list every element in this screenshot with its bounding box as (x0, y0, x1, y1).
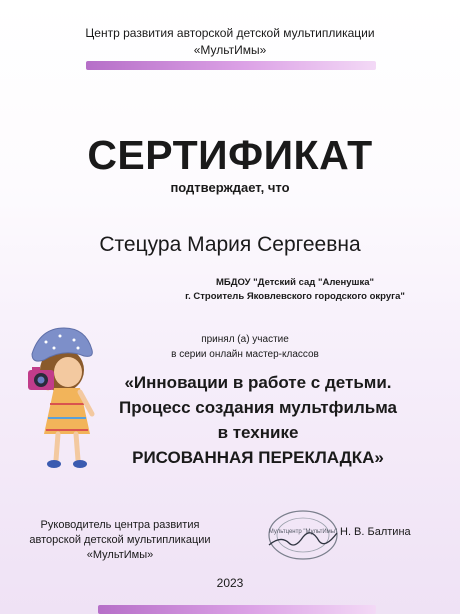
organization-line-1: МБДОУ "Детский сад "Аленушка" (215, 277, 375, 288)
certificate-subtitle: подтверждает, что (170, 180, 290, 195)
participation-line-1: принял (а) участие (201, 334, 289, 345)
course-title (68, 370, 448, 470)
course-line-3: в технике (217, 423, 299, 442)
certificate-year: 2023 (216, 576, 244, 590)
course-line-1: «Инновации в работе с детьми. (124, 373, 392, 392)
decorative-bar-bottom (98, 605, 376, 614)
recipient-name: Стецура Мария Сергеевна (99, 233, 361, 256)
certificate-title: СЕРТИФИКАТ (87, 132, 373, 178)
course-line-4: РИСОВАННАЯ ПЕРЕКЛАДКА» (132, 448, 384, 467)
signatory-name: Н. В. Балтина (340, 526, 411, 538)
girl-with-camera-icon (20, 322, 100, 472)
participation-line-2: в серии онлайн мастер-классов (171, 349, 319, 360)
decorative-bar-top (86, 61, 376, 70)
header-line-1: Центр развития авторской детской мультипликации (85, 26, 375, 40)
course-line-2: Процесс создания мультфильма (118, 398, 398, 417)
stamp-with-signature (263, 507, 343, 563)
header-organization (40, 25, 420, 59)
signatory-role-line-2: авторской детской мультипликации (29, 534, 211, 546)
recipient-organization (140, 276, 450, 304)
stamp-text: Мультцентр "МультИмы" (268, 529, 338, 535)
signatory-role-line-1: Руководитель центра развития (40, 519, 200, 531)
organization-line-2: г. Строитель Яковлевского городского округа" (185, 291, 405, 302)
header-line-2: «МультИмы» (193, 43, 267, 57)
participation-text (130, 332, 360, 362)
signatory-role-line-3: «МультИмы» (86, 549, 154, 561)
signatory-role (20, 518, 220, 563)
